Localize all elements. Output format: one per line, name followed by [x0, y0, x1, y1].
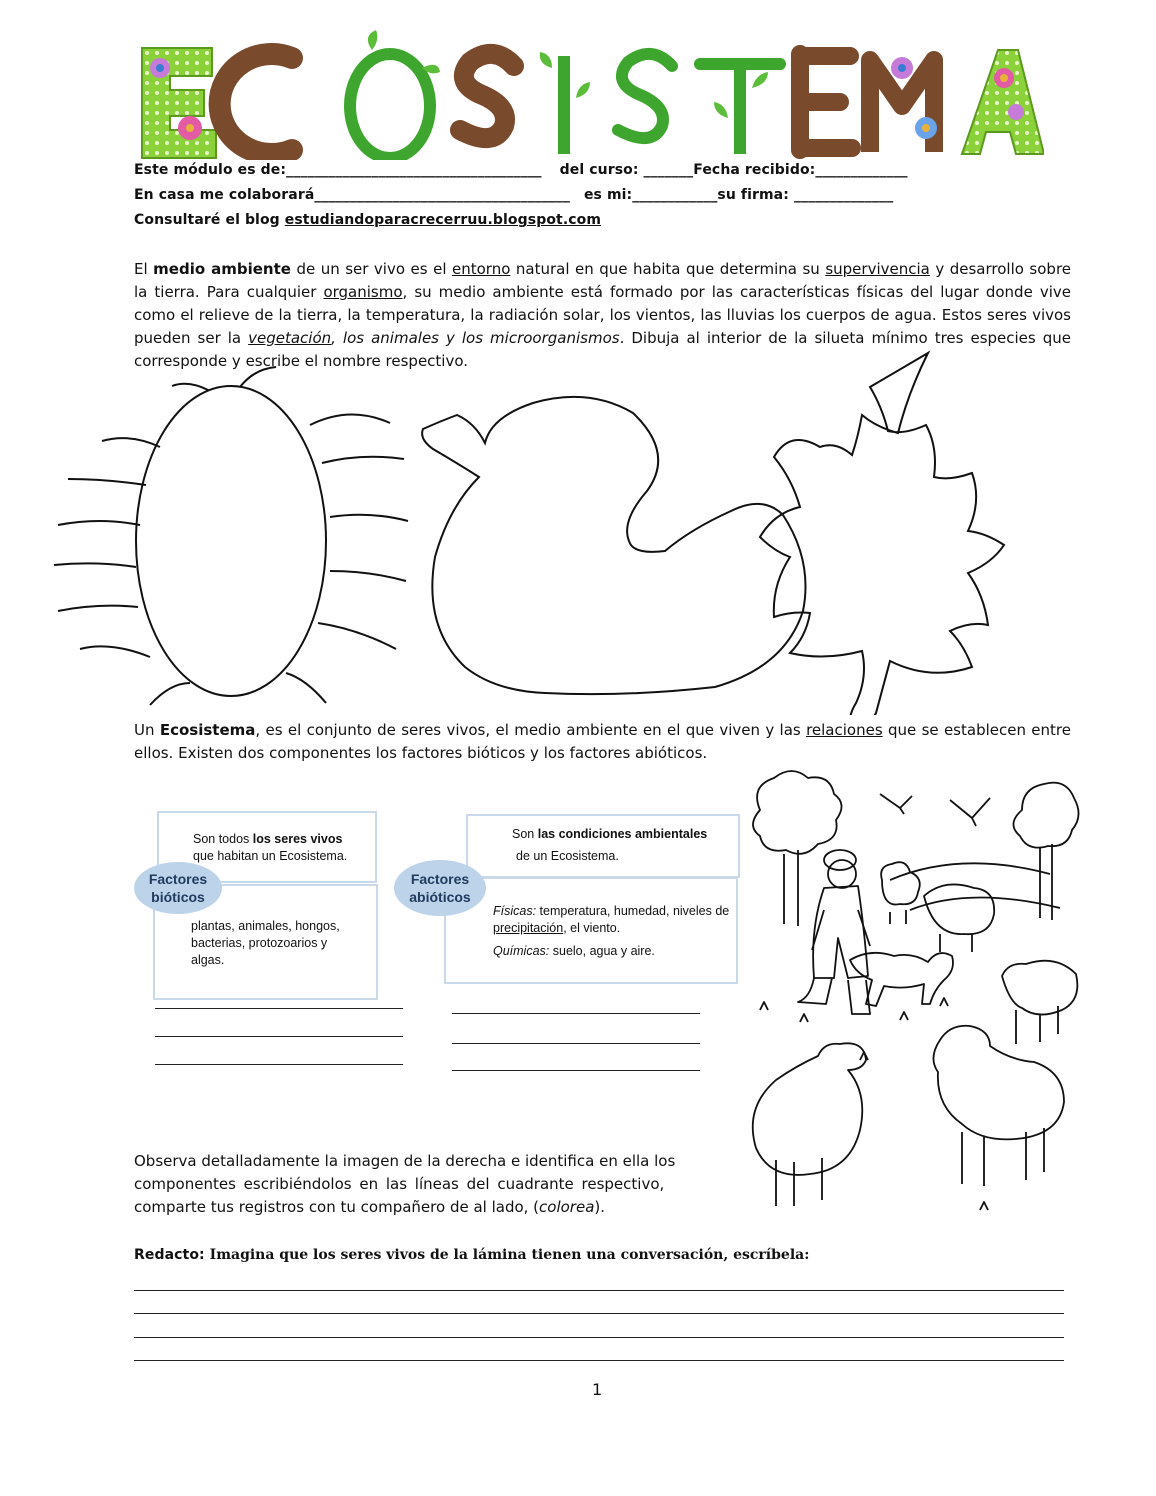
observe-paragraph [134, 1150, 734, 1219]
biotic-answer-line-2[interactable] [155, 1036, 403, 1037]
term-entorno: entorno [452, 260, 511, 278]
abiotic-fisicas-label: Físicas: [493, 904, 537, 918]
blog-link[interactable]: estudiandoparacrecerruu.blogspot.com [284, 212, 602, 228]
course-date-field[interactable]: del curso: _______Fecha recibido:_____________ [559, 162, 908, 178]
observe-colorea: colorea [539, 1198, 595, 1216]
abiotic-fisicas-text: , el viento. [563, 921, 621, 935]
sheep-front-right [933, 1026, 1064, 1186]
intro-text: , su medio ambiente está formado por las características físicas del lugar donde vive como el relieve de la tierra, la temperatura, la radiación solar, los vientos, las lluvias los cuerpos de agua. Estos seres vivos pueden ser la [134, 283, 1071, 347]
blog-prefix: Consultaré el blog [134, 212, 285, 228]
observe-line-2: componentes escribiéndolos en las líneas del cuadrante respectivo, [134, 1175, 665, 1193]
biotic-oval-label: Factores bióticos [148, 871, 208, 905]
sheep-front-left [753, 1043, 866, 1206]
intro-text: y desarrollo sobre la tierra. Para cualquier [134, 260, 1072, 301]
header-line-1 [134, 162, 1054, 178]
abiotic-answer-line-3[interactable] [452, 1070, 700, 1071]
term-relaciones: relaciones [806, 721, 883, 739]
abiotic-oval [394, 860, 486, 916]
letter-o-vine [350, 54, 430, 158]
writing-line-2[interactable] [134, 1313, 1064, 1314]
letter-c-wood [220, 54, 292, 154]
tree-right [1013, 783, 1078, 920]
relation-signature-field[interactable]: es mi:____________su firma: ______________ [583, 187, 894, 203]
abiotic-fisicas-text: temperatura, humedad, niveles de [536, 904, 730, 918]
abiotic-def-bold: las condiciones ambientales [537, 827, 708, 841]
biotic-answer-line-1[interactable] [155, 1008, 403, 1009]
letter-e1-green [142, 48, 216, 158]
ecosystem-text: que se establecen entre ellos. Existen dos componentes los factores bióticos y los factores abióticos. [134, 721, 1071, 762]
observe-line-1: Observa detalladamente la imagen de la derecha e identifica en ella los [134, 1152, 676, 1170]
abiotic-oval-label: Factores abióticos [409, 871, 471, 905]
letter-a-green [962, 50, 1044, 154]
writing-line-4[interactable] [134, 1360, 1064, 1361]
farmer [798, 850, 870, 1014]
duck-silhouette[interactable] [422, 397, 805, 694]
helper-name-field[interactable]: En casa me colaborará____________________________________ [134, 187, 570, 203]
abiotic-def-text: Son [512, 827, 538, 841]
intro-text: de un ser vivo es el [290, 260, 452, 278]
letter-s2-vine [618, 54, 672, 138]
tree-left [753, 771, 842, 926]
observe-line-3: comparte tus registros con tu compañero de al lado, ( [134, 1198, 540, 1216]
ecosystem-paragraph [134, 719, 1071, 765]
sheep-background-2 [924, 884, 994, 952]
silhouettes-area [40, 345, 1080, 715]
abiotic-quimicas-text: suelo, agua y aire. [549, 944, 655, 958]
redacto-instruction [134, 1246, 809, 1264]
abiotic-def-text: de un Ecosistema. [516, 849, 619, 863]
intro-text: . Dibuja al interior de la silueta mínimo tres especies que corresponde y escribe el nombre respectivo. [134, 329, 1071, 370]
redacto-label: Redacto: [134, 1247, 205, 1263]
farm-illustration [740, 770, 1080, 1222]
term-organismo: organismo [323, 283, 403, 301]
dog [850, 953, 953, 1006]
header-line-3 [134, 212, 601, 228]
observe-line-3-end: ). [594, 1198, 606, 1216]
ecosystem-text: , es el conjunto de seres vivos, el medio ambiente en el que viven y las [255, 721, 807, 739]
term-ecosistema: Ecosistema [159, 721, 256, 739]
biotic-examples: plantas, animales, hongos, bacterias, protozoarios y algas. [191, 919, 340, 967]
hill [890, 863, 1060, 910]
abiotic-answer-line-2[interactable] [452, 1043, 700, 1044]
abiotic-definition-box [466, 814, 740, 878]
term-precipitacion: precipitación [493, 921, 564, 935]
redacto-text: Imagina que los seres vivos de la lámina tienen una conversación, escríbela: [204, 1247, 810, 1263]
biotic-oval [134, 862, 222, 914]
biotic-answer-line-3[interactable] [155, 1064, 403, 1065]
abiotic-examples-box [444, 877, 738, 984]
biotic-def-text: que habitan un Ecosistema. [193, 849, 348, 863]
letter-t-vine [700, 64, 780, 154]
bird-1 [880, 794, 912, 814]
title-banner [132, 28, 1044, 160]
writing-line-3[interactable] [134, 1337, 1064, 1338]
page-number: 1 [592, 1380, 603, 1399]
abiotic-quimicas-label: Químicas: [493, 944, 550, 958]
bird-2 [950, 798, 990, 826]
sheep-right [1002, 961, 1077, 1044]
leaf-silhouette[interactable] [760, 353, 1004, 715]
biotic-def-bold: los seres vivos [252, 832, 343, 846]
term-supervivencia: supervivencia [825, 260, 930, 278]
header-line-2 [134, 187, 1054, 203]
insect-silhouette[interactable] [54, 367, 408, 705]
term-animales-microorganismos: , los animales y los microorganismos [331, 329, 620, 347]
letter-e2-wood [800, 54, 852, 150]
letter-s-wood [460, 54, 514, 138]
biotic-def-text: Son todos [193, 832, 253, 846]
ecosistema-title-art [132, 28, 1044, 160]
abiotic-answer-line-1[interactable] [452, 1013, 700, 1014]
intro-text: El [134, 260, 154, 278]
student-name-field[interactable]: Este módulo es de:____________________________________ [134, 162, 542, 178]
ecosystem-text: Un [134, 721, 160, 739]
writing-line-1[interactable] [134, 1290, 1064, 1291]
term-medio-ambiente: medio ambiente [153, 260, 291, 278]
term-vegetacion: vegetación [248, 329, 332, 347]
intro-text: natural en que habita que determina su [510, 260, 826, 278]
